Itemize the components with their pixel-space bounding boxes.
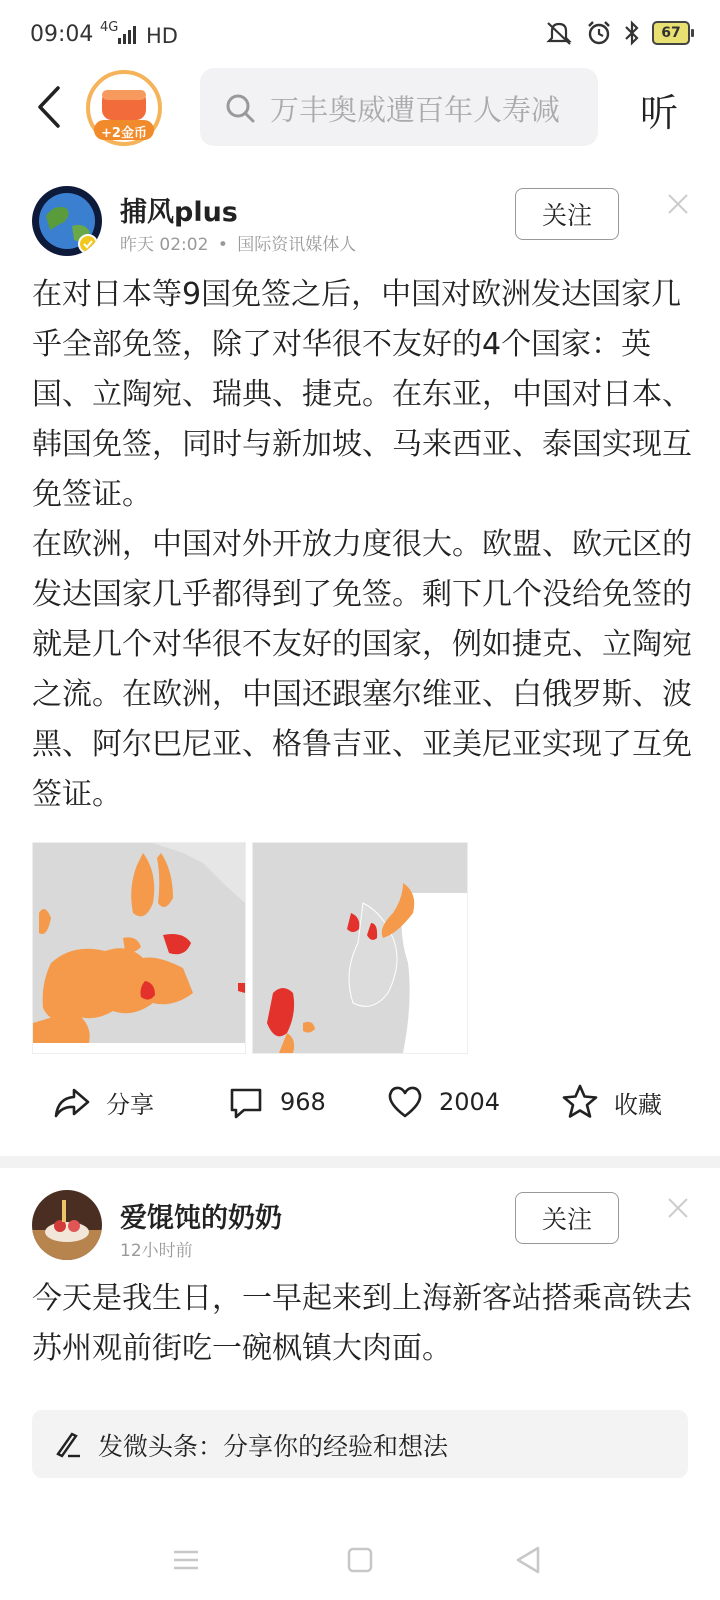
status-bar xyxy=(0,0,720,70)
bluetooth-icon xyxy=(624,20,640,46)
food-avatar-image xyxy=(32,1190,102,1260)
like-button[interactable] xyxy=(385,1082,500,1122)
follow-button[interactable]: 关注 xyxy=(515,188,619,240)
earth-avatar-image xyxy=(32,186,102,256)
avatar[interactable] xyxy=(32,1190,102,1260)
author-role: 国际资讯媒体人 xyxy=(237,235,357,255)
status-icons xyxy=(544,20,690,46)
search-placeholder: 万丰奥威遭百年人寿减 xyxy=(270,93,561,127)
author-name[interactable]: 爱馄饨的奶奶 xyxy=(120,1203,282,1234)
post-divider xyxy=(0,1156,720,1168)
share-icon xyxy=(52,1082,92,1122)
star-icon xyxy=(560,1082,600,1122)
alarm-icon xyxy=(586,20,612,46)
post-paragraph: 在对日本等9国免签之后，中国对欧洲发达国家几乎全部免签，除了对华很不友好的4个国家：英国、立陶宛、瑞典、捷克。在东亚，中国对日本、韩国免签，同时与新加坡、马来西亚、泰国实现互免签证。 xyxy=(32,277,692,512)
meta-separator: • xyxy=(217,235,228,255)
post-time: 昨天 02:02 xyxy=(120,235,209,255)
search-icon xyxy=(224,92,256,124)
back-nav-icon[interactable] xyxy=(508,1540,548,1580)
comment-icon xyxy=(226,1082,266,1122)
share-button[interactable] xyxy=(52,1082,154,1122)
battery-indicator xyxy=(652,21,690,45)
post-time: 12小时前 xyxy=(120,1241,193,1261)
gold-coin-button[interactable] xyxy=(82,68,166,150)
status-time: 09:04 xyxy=(30,22,94,47)
pen-icon xyxy=(54,1430,82,1458)
post-actions xyxy=(0,1072,720,1136)
close-icon[interactable] xyxy=(666,1196,690,1220)
mute-icon xyxy=(544,20,574,46)
menu-icon[interactable] xyxy=(166,1540,206,1580)
listen-button[interactable]: 听 xyxy=(640,91,679,135)
follow-button[interactable]: 关注 xyxy=(515,1192,619,1244)
compose-bar[interactable] xyxy=(32,1410,688,1478)
top-bar xyxy=(0,68,720,148)
system-nav-bar xyxy=(0,1520,720,1600)
favorite-button[interactable] xyxy=(560,1082,662,1122)
signal-icon xyxy=(118,24,140,44)
post-body xyxy=(32,1274,692,1390)
favorite-label: 收藏 xyxy=(614,1090,662,1119)
share-label: 分享 xyxy=(106,1090,154,1119)
heart-icon xyxy=(385,1082,425,1122)
network-type: 4G xyxy=(100,20,119,35)
comment-button[interactable] xyxy=(226,1082,326,1122)
home-icon[interactable] xyxy=(340,1540,380,1580)
hd-indicator: HD xyxy=(146,24,178,48)
post-body xyxy=(32,270,692,820)
battery-level: 67 xyxy=(661,25,681,41)
post-paragraph: 在欧洲，中国对外开放力度很大。欧盟、欧元区的发达国家几乎都得到了免签。剩下几个没给免签的就是几个对华很不友好的国家，例如捷克、立陶宛之流。在欧洲，中国还跟塞尔维亚、白俄罗斯、波黑、阿尔巴尼亚、格鲁吉亚、亚美尼亚实现了互免签证。 xyxy=(32,527,692,812)
post-paragraph: 今天是我生日，一早起来到上海新客站搭乘高铁去苏州观前街吃一碗枫镇大肉面。 xyxy=(32,1281,692,1366)
search-bar[interactable] xyxy=(200,68,598,146)
post-meta xyxy=(120,230,356,255)
close-icon[interactable] xyxy=(666,192,690,216)
gold-badge-label: +2金币 xyxy=(101,126,147,141)
east-asia-map xyxy=(253,843,467,1053)
post-card xyxy=(0,1190,720,1390)
europe-map-image[interactable] xyxy=(32,842,246,1054)
compose-placeholder: 发微头条：分享你的经验和想法 xyxy=(98,1432,449,1461)
comment-count: 968 xyxy=(280,1088,326,1116)
east-asia-map-image[interactable] xyxy=(252,842,468,1054)
back-icon[interactable] xyxy=(30,82,70,132)
europe-map xyxy=(33,843,245,1053)
author-name[interactable]: 捕风plus xyxy=(120,197,238,228)
like-count: 2004 xyxy=(439,1088,501,1116)
avatar[interactable] xyxy=(32,186,102,256)
